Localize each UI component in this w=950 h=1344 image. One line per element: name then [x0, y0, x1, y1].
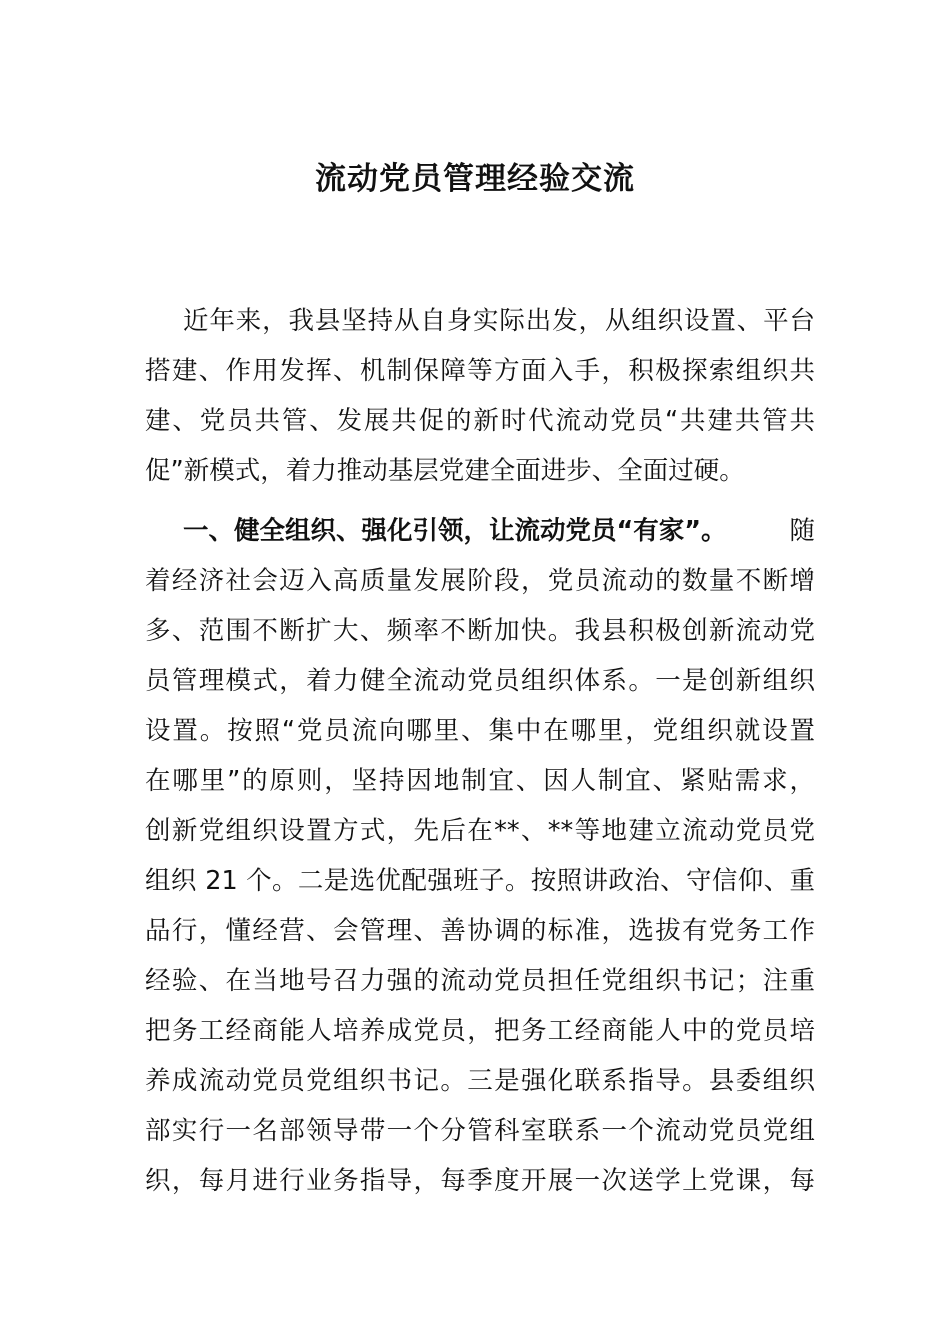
paragraph-2-line-4: 员管理模式，着力健全流动党员组织体系。一是创新组织: [145, 666, 815, 696]
paragraph-2-line-1: [183, 506, 815, 556]
paragraph-2-line-12: 养成流动党员党组织书记。三是强化联系指导。县委组织: [145, 1066, 815, 1096]
paragraph-2-line-2: 着经济社会迈入高质量发展阶段，党员流动的数量不断增: [145, 566, 815, 596]
document-title: 流动党员管理经验交流: [315, 161, 635, 197]
paragraph-1-line-1: 近年来，我县坚持从自身实际出发，从组织设置、平台: [183, 306, 815, 336]
section-heading: 一、健全组织、强化引领，让流动党员“有家”。: [183, 516, 727, 546]
paragraph-2-line-10: 经验、在当地号召力强的流动党员担任党组织书记；注重: [145, 966, 815, 996]
paragraph-2-line-6: 在哪里”的原则，坚持因地制宜、因人制宜、紧贴需求，: [145, 766, 815, 796]
paragraph-1-line-2: 搭建、作用发挥、机制保障等方面入手，积极探索组织共: [145, 356, 815, 386]
paragraph-2-line-13: 部实行一名部领导带一个分管科室联系一个流动党员党组: [145, 1116, 815, 1146]
paragraph-2-line-1-rest: 随: [789, 516, 815, 546]
paragraph-2-line-11: 把务工经商能人培养成党员，把务工经商能人中的党员培: [145, 1016, 815, 1046]
paragraph-1-line-3: 建、党员共管、发展共促的新时代流动党员“共建共管共: [145, 406, 815, 436]
paragraph-2-line-7: 创新党组织设置方式，先后在**、**等地建立流动党员党: [145, 816, 815, 846]
paragraph-2-line-3: 多、范围不断扩大、频率不断加快。我县积极创新流动党: [145, 616, 815, 646]
paragraph-2-line-5: 设置。按照“党员流向哪里、集中在哪里，党组织就设置: [145, 716, 815, 746]
paragraph-2-line-9: 品行，懂经营、会管理、善协调的标准，选拔有党务工作: [145, 916, 815, 946]
paragraph-2-line-8: 组织 21 个。二是选优配强班子。按照讲政治、守信仰、重: [145, 866, 815, 896]
paragraph-2-line-14: 织，每月进行业务指导，每季度开展一次送学上党课，每: [145, 1166, 815, 1196]
paragraph-1-line-4: 促”新模式，着力推动基层党建全面进步、全面过硬。: [145, 456, 745, 486]
